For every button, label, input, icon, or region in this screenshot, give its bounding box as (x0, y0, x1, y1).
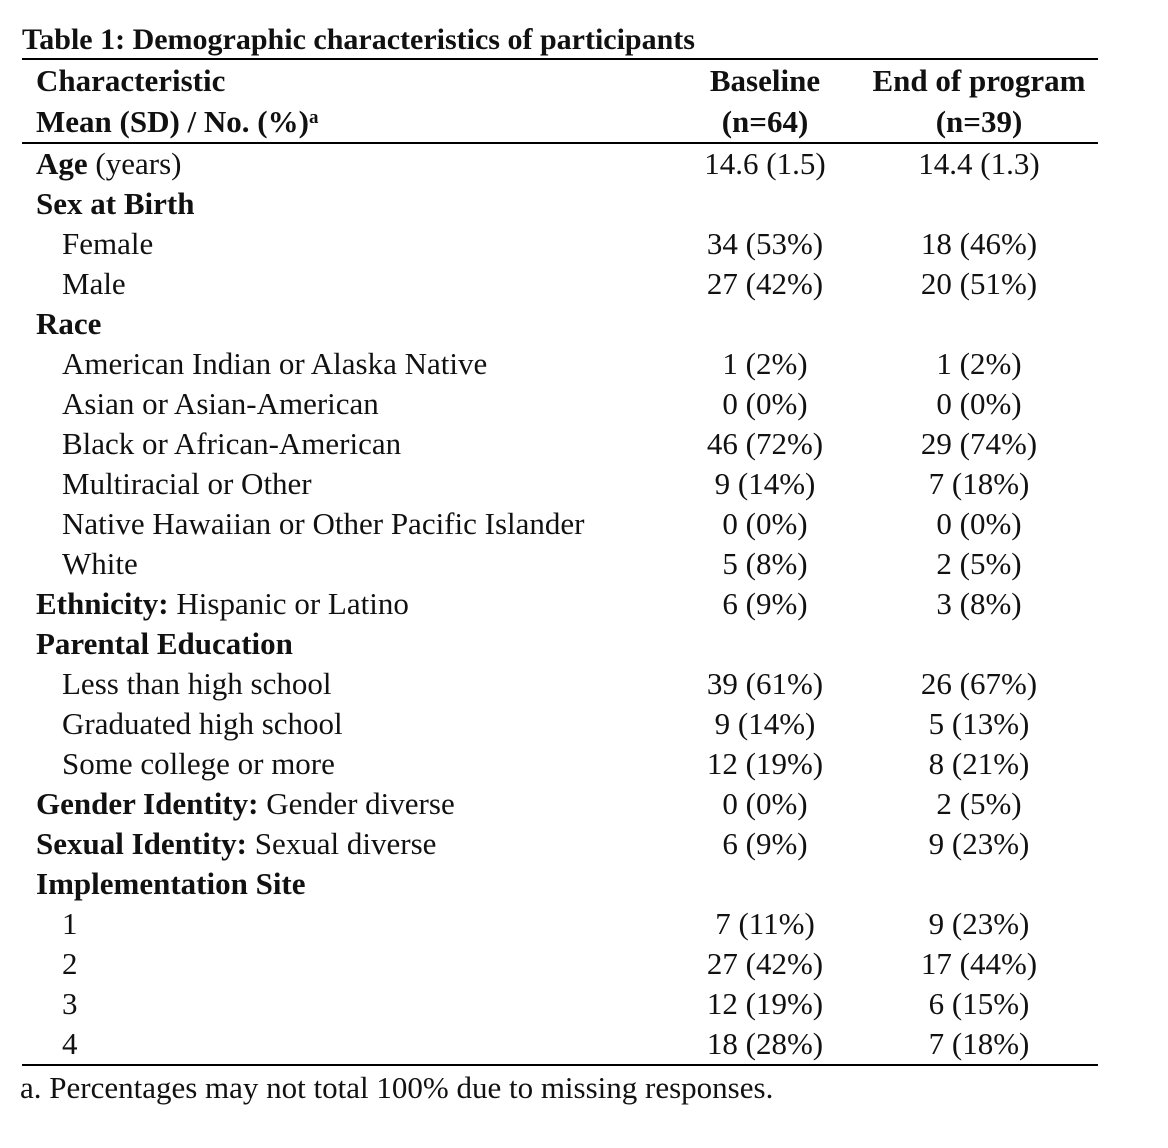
table-row (22, 1024, 1098, 1065)
row-label (22, 224, 670, 264)
row-label-text: Native Hawaiian or Other Pacific Islander (62, 506, 585, 541)
row-label-text: Hispanic or Latino (168, 586, 409, 621)
end-of-program-value: 9 (23%) (928, 906, 1030, 941)
row-label-text: 3 (62, 986, 78, 1021)
row-label (22, 664, 670, 704)
row-label (22, 904, 670, 944)
baseline-value: 9 (14%) (714, 706, 816, 741)
row-label (22, 824, 670, 864)
end-of-program-value: 18 (46%) (920, 226, 1038, 261)
row-label (22, 384, 670, 424)
table-row (22, 824, 1098, 864)
table-row (22, 384, 1098, 424)
row-label-text: Female (62, 226, 154, 261)
end-of-program-value: 8 (21%) (928, 746, 1030, 781)
baseline-value: 0 (0%) (722, 786, 808, 821)
table-body (22, 143, 1098, 1065)
table-header (22, 59, 1098, 143)
row-label-text: American Indian or Alaska Native (62, 346, 488, 381)
row-label (22, 544, 670, 584)
end-of-program-value: 9 (23%) (928, 826, 1030, 861)
header-row-1 (22, 59, 1098, 102)
end-of-program-value (860, 184, 1098, 224)
end-of-program-value: 2 (5%) (936, 546, 1022, 581)
baseline-value: 27 (42%) (706, 266, 824, 301)
row-category: Race (36, 306, 102, 341)
table-row (22, 424, 1098, 464)
end-of-program-value: 0 (0%) (936, 386, 1022, 421)
end-of-program-value: 7 (18%) (928, 466, 1030, 501)
end-of-program-value: 5 (13%) (928, 706, 1030, 741)
table-footnote: a. Percentages may not total 100% due to missing responses. (20, 1070, 774, 1105)
row-label (22, 464, 670, 504)
baseline-value: 18 (28%) (670, 1024, 860, 1065)
end-of-program-value: 0 (0%) (936, 506, 1022, 541)
table-title: Table 1: Demographic characteristics of participants (22, 23, 695, 56)
baseline-value: 7 (11%) (715, 906, 815, 941)
baseline-value: 39 (61%) (706, 666, 824, 701)
end-of-program-value (860, 624, 1098, 664)
row-label (22, 143, 670, 184)
baseline-value: 27 (42%) (706, 946, 824, 981)
table-row (22, 544, 1098, 584)
table-row (22, 704, 1098, 744)
row-label (22, 744, 670, 784)
row-label (22, 304, 670, 344)
table-row (22, 904, 1098, 944)
table-row (22, 664, 1098, 704)
table-row (22, 584, 1098, 624)
row-label (22, 944, 670, 984)
end-of-program-value: 29 (74%) (920, 426, 1038, 461)
demographics-table (22, 58, 1098, 1066)
table-row (22, 784, 1098, 824)
end-of-program-value: 17 (44%) (920, 946, 1038, 981)
baseline-value: 9 (14%) (714, 466, 816, 501)
row-label-text: Asian or Asian-American (62, 386, 379, 421)
table-row (22, 224, 1098, 264)
row-label (22, 504, 670, 544)
baseline-value (670, 184, 860, 224)
baseline-value (670, 304, 860, 344)
row-label-text: 4 (62, 1026, 78, 1061)
table-row (22, 304, 1098, 344)
row-label (22, 424, 670, 464)
end-of-program-value: 1 (2%) (936, 346, 1022, 381)
row-label-text: (years) (87, 146, 182, 181)
baseline-value (670, 624, 860, 664)
table-row (22, 744, 1098, 784)
row-label (22, 984, 670, 1024)
row-category: Gender Identity: (36, 786, 259, 821)
end-of-program-value: 2 (5%) (936, 786, 1022, 821)
table-container (22, 22, 1098, 1110)
end-of-program-header: End of program (860, 59, 1098, 102)
row-label-text: 2 (62, 946, 78, 981)
end-of-program-value: 14.4 (1.3) (918, 146, 1040, 181)
baseline-value: 0 (0%) (722, 506, 808, 541)
table-row (22, 504, 1098, 544)
table-row (22, 264, 1098, 304)
baseline-value: 12 (19%) (706, 986, 824, 1021)
table-row (22, 464, 1098, 504)
end-of-program-value (860, 864, 1098, 904)
row-category: Age (36, 146, 88, 181)
table-row (22, 864, 1098, 904)
row-label-text: Less than high school (62, 666, 332, 701)
table-row (22, 344, 1098, 384)
end-of-program-value: 20 (51%) (920, 266, 1038, 301)
table-row (22, 944, 1098, 984)
row-label (22, 344, 670, 384)
row-label-text: Graduated high school (62, 706, 343, 741)
row-label (22, 264, 670, 304)
table-row (22, 624, 1098, 664)
table-row (22, 984, 1098, 1024)
row-label-text: 1 (62, 906, 78, 941)
row-category: Implementation Site (36, 866, 306, 901)
characteristic-header: Characteristic (22, 59, 670, 102)
end-of-program-n-header: (n=39) (860, 102, 1098, 143)
row-label (22, 784, 670, 824)
end-of-program-value: 7 (18%) (860, 1024, 1098, 1065)
measure-header (22, 102, 670, 143)
baseline-value: 5 (8%) (722, 546, 808, 581)
row-label (22, 1024, 670, 1065)
table-row (22, 184, 1098, 224)
baseline-value: 46 (72%) (706, 426, 824, 461)
baseline-header: Baseline (670, 59, 860, 102)
baseline-n-header: (n=64) (670, 102, 860, 143)
row-label-text: Sexual diverse (247, 826, 437, 861)
row-category: Ethnicity: (36, 586, 169, 621)
baseline-value: 34 (53%) (706, 226, 824, 261)
row-category: Parental Education (36, 626, 293, 661)
row-label (22, 624, 670, 664)
row-label-text: White (62, 546, 138, 581)
end-of-program-value: 26 (67%) (920, 666, 1038, 701)
baseline-value: 6 (9%) (722, 826, 808, 861)
table-row (22, 143, 1098, 184)
row-label (22, 184, 670, 224)
end-of-program-value (860, 304, 1098, 344)
row-label-text: Some college or more (62, 746, 335, 781)
baseline-value: 12 (19%) (706, 746, 824, 781)
row-label (22, 864, 670, 904)
row-category: Sexual Identity: (36, 826, 247, 861)
row-label-text: Male (62, 266, 126, 301)
baseline-value: 14.6 (1.5) (704, 146, 826, 181)
end-of-program-value: 3 (8%) (936, 586, 1022, 621)
row-label (22, 584, 670, 624)
row-label-text: Multiracial or Other (62, 466, 312, 501)
footnote-marker: a (308, 107, 319, 128)
row-label-text: Black or African-American (62, 426, 402, 461)
header-row-2 (22, 102, 1098, 143)
baseline-value (670, 864, 860, 904)
end-of-program-value: 6 (15%) (928, 986, 1030, 1021)
row-label-text: Gender diverse (258, 786, 455, 821)
baseline-value: 1 (2%) (722, 346, 808, 381)
measure-header-text: Mean (SD) / No. (%) (36, 104, 309, 139)
row-category: Sex at Birth (36, 186, 195, 221)
baseline-value: 6 (9%) (722, 586, 808, 621)
row-label (22, 704, 670, 744)
baseline-value: 0 (0%) (722, 386, 808, 421)
